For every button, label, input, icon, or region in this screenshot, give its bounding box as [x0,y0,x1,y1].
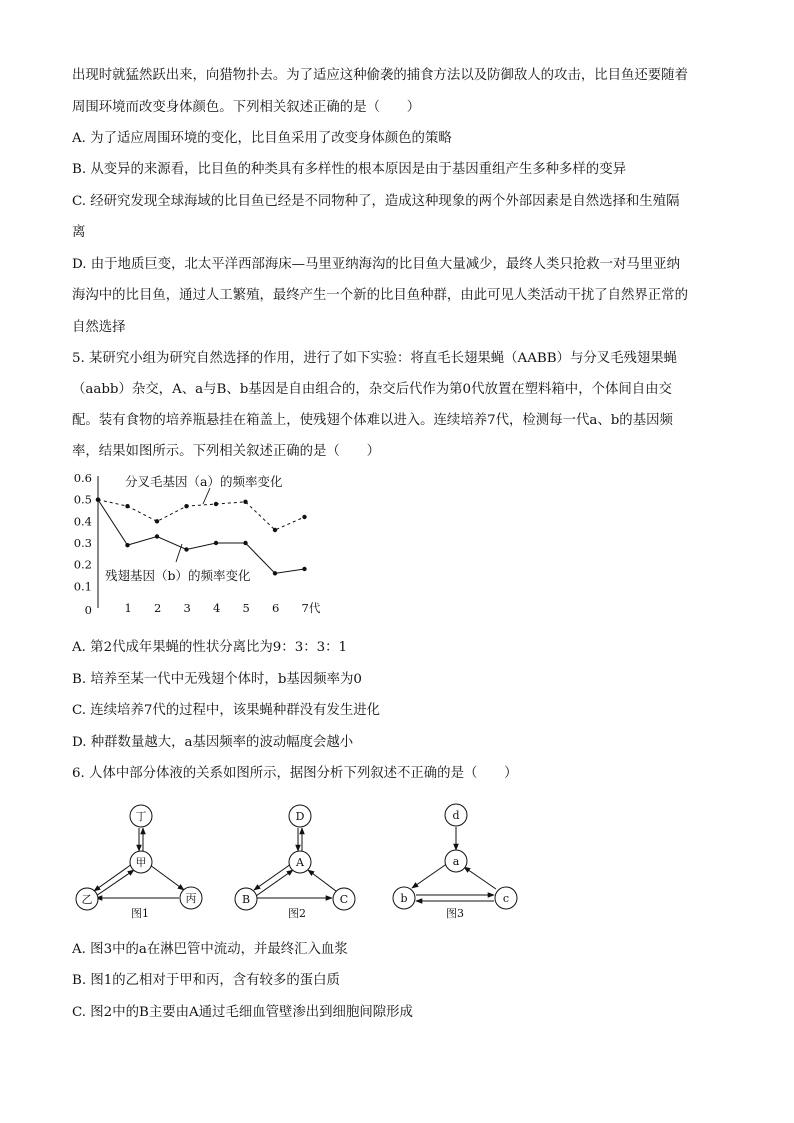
fig1-node-top: 丁 [135,810,147,823]
y-tick-label: 0.1 [73,579,92,594]
legend-label-a: 分叉毛基因（a）的频率变化 [125,474,283,489]
q4-stem-line1: 出现时就猛然跃出来，向猎物扑去。为了适应这种偷袭的捕食方法以及防御敌人的攻击，比目鱼还要随着 [72,68,688,83]
figure-2 [235,805,355,920]
q4-option-c-line2: 离 [72,225,86,240]
fig3-caption: 图3 [446,907,464,920]
fig3-node-top: d [452,809,460,822]
data-point-s0-6 [273,528,277,532]
fig2-caption: 图2 [288,907,306,920]
q4-option-d-line1: D. 由于地质巨变，北太平洋西部海床—马里亚纳海沟的比目鱼大量减少，最终人类只抢救一对马里亚纳 [72,257,680,272]
q4-option-b: B. 从变异的来源看，比目鱼的种类具有多样性的根本原因是由于基因重组产生多种多样的变异 [72,162,626,177]
q4-stem-line2: 周围环境而改变身体颜色。下列相关叙述正确的是（ ） [72,100,421,115]
x-tick-label: 4 [213,601,221,615]
fig1-node-left: 乙 [81,893,93,906]
fig2-node-right: C [339,893,349,906]
q6-option-c: C. 图2中的B主要由A通过毛细血管壁渗出到细胞间隙形成 [72,1005,413,1020]
y-tick-label: 0.2 [73,557,92,572]
q5-option-d: D. 种群数量越大，a基因频率的波动幅度会越小 [72,735,354,750]
fig2-node-top: D [295,810,305,823]
data-point-s0-7 [302,515,306,519]
data-point-s1-0 [96,497,100,501]
fig1-caption: 图1 [131,907,149,920]
data-point-s0-4 [214,502,218,506]
chart-series [96,497,307,575]
data-point-s1-4 [214,541,218,545]
chart-ticks [74,471,321,617]
figure-3 [393,804,517,920]
leader-line-a [203,488,210,504]
q5-stem-line3: 配。装有食物的培养瓶悬挂在箱盖上，使残翅个体难以进入。连续培养7代，检测每一代a、b的基因频 [72,413,673,428]
x-tick-label: 1 [124,601,132,615]
data-point-s0-5 [243,500,247,504]
q4-option-c-line1: C. 经研究发现全球海域的比目鱼已经是不同物种了，造成这种现象的两个外部因素是自然选择和生殖隔 [72,194,680,209]
fig1-node-center: 甲 [135,856,147,869]
series-line-0 [98,500,305,530]
body-fluid-diagrams [60,795,540,930]
legend-label-b: 残翅基因（b）的频率变化 [105,568,251,583]
fig1-node-right: 丙 [185,892,197,905]
q5-stem-line2: （aabb）杂交，A、a与B、b基因是自由组合的，杂交后代作为第0代放置在塑料箱中，个体间自由交 [72,382,672,397]
data-point-s0-2 [155,519,159,523]
x-tick-label: 3 [183,601,191,615]
q4-option-d-line3: 自然选择 [72,320,126,335]
q5-option-b: B. 培养至某一代中无残翅个体时，b基因频率为0 [72,672,362,687]
y-tick-label: 0.4 [73,514,92,529]
figure-1 [76,805,202,920]
fig3-node-right: c [502,892,510,905]
q4-option-d-line2: 海沟中的比目鱼，通过人工繁殖，最终产生一个新的比目鱼种群，由此可见人类活动干扰了自然界正常的 [72,288,688,303]
data-point-s1-6 [273,571,277,575]
data-point-s1-2 [155,534,159,538]
q5-stem-line4: 率，结果如图所示。下列相关叙述正确的是（ ） [72,444,380,459]
x-tick-label: 6 [272,601,280,615]
origin-label: 0 [84,603,92,617]
fig3-node-center: a [452,855,460,868]
y-tick-label: 0.3 [73,536,92,550]
gene-frequency-chart [70,466,340,634]
fig2-node-left: B [241,893,251,906]
data-point-s1-1 [125,543,129,547]
data-point-s1-3 [184,547,188,551]
x-tick-label: 5 [242,601,250,615]
data-point-s1-7 [302,567,306,571]
q5-stem-line1: 5. 某研究小组为研究自然选择的作用，进行了如下实验：将直毛长翅果蝇（AABB）与分叉毛残翅果蝇 [72,351,678,366]
q6-stem: 6. 人体中部分体液的关系如图所示，据图分析下列叙述不正确的是（ ） [72,766,518,781]
series-line-1 [98,500,305,574]
q5-option-c: C. 连续培养7代的过程中，该果蝇种群没有发生进化 [72,703,381,718]
fig2-node-center: A [296,856,304,869]
q5-option-a: A. 第2代成年果蝇的性状分离比为9：3：3：1 [72,640,348,655]
x-tick-label: 2 [154,601,162,615]
data-point-s0-1 [125,504,129,508]
data-point-s0-3 [184,504,188,508]
q6-option-a: A. 图3中的a在淋巴管中流动，并最终汇入血浆 [72,942,348,957]
y-tick-label: 0.5 [73,492,92,507]
y-tick-label: 0.6 [73,471,92,485]
x-tick-label: 7代 [301,601,321,615]
fig3-node-left: b [400,892,408,905]
data-point-s1-5 [243,541,247,545]
q6-option-b: B. 图1的乙相对于甲和丙，含有较多的蛋白质 [72,973,340,988]
q4-option-a: A. 为了适应周围环境的变化，比目鱼采用了改变身体颜色的策略 [72,131,452,146]
